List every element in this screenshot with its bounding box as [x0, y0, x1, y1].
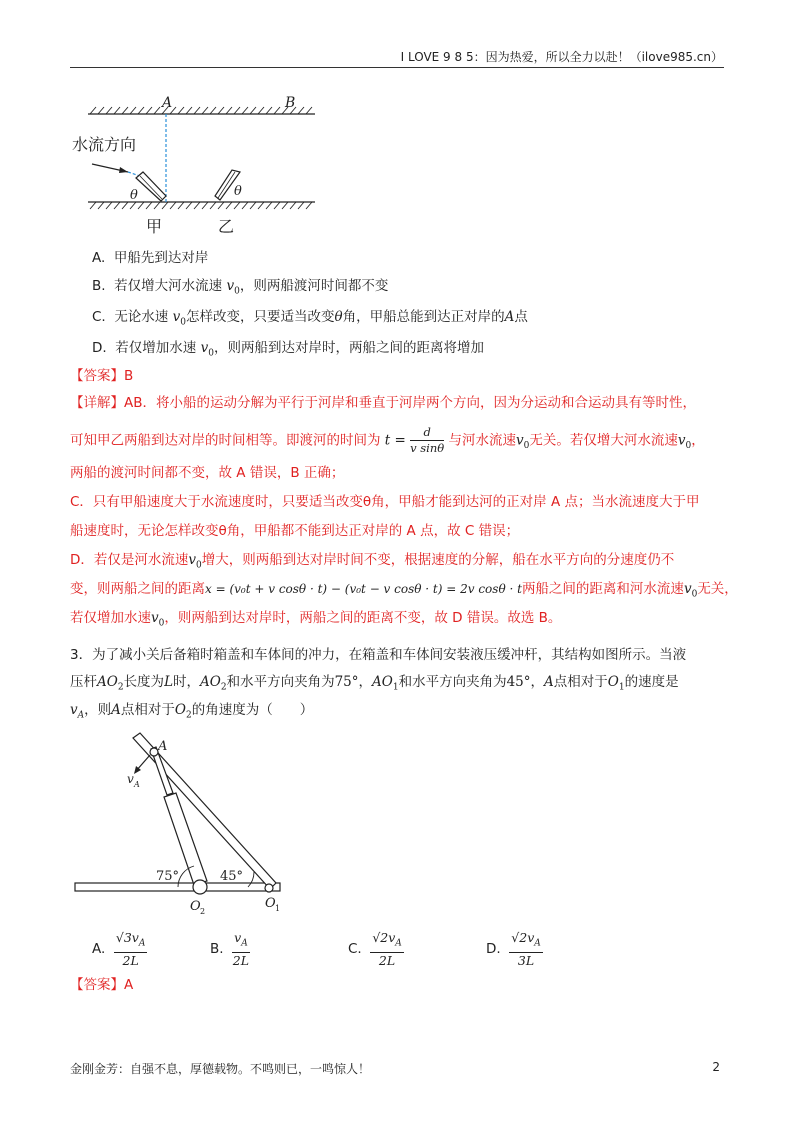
strut-figure [70, 725, 310, 920]
label-A: A [162, 95, 173, 111]
svg-text:A: A [134, 780, 140, 789]
theta-1: θ [130, 188, 138, 203]
flow-direction-label: 水流方向 [72, 135, 137, 154]
label-B: B [285, 95, 296, 111]
q2-detail-line-5: 船速度时，无论怎样改变θ角，甲船都不能到达正对岸的 A 点，故 C 错误； [70, 523, 520, 539]
boat-jia-label: 甲 [146, 217, 163, 236]
q2-option-a[interactable]: A. 甲船先到达对岸 [92, 250, 209, 266]
angle-45: 45° [220, 869, 244, 884]
q3-stem-line-3: $v_A$，则A点相对于$O_2$的角速度为（ ） [70, 702, 314, 721]
svg-text:1: 1 [275, 904, 281, 913]
q3-option-c[interactable]: C. $\frac{√2v_A}{2L}$ [348, 930, 402, 968]
q2-option-b[interactable]: B. 若仅增大河水流速 $v_0$，则两船渡河时间都不变 [92, 278, 389, 297]
q3-stem-line-1: 3．为了减小关后备箱时箱盖和车体间的冲力，在箱盖和车体间安装液压缓冲杆，其结构如图所示。当液 [70, 647, 687, 663]
label-O1: O [265, 896, 276, 911]
page-number: 2 [712, 1060, 720, 1074]
page-header: I LOVE 9 8 5：因为热爱，所以全力以赴！（ilove985.cn） [400, 50, 723, 64]
theta-2: θ [234, 184, 242, 199]
q3-option-d[interactable]: D. $\frac{√2v_A}{3L}$ [486, 930, 541, 968]
label-O2: O [190, 899, 201, 914]
q3-answer: 【答案】A [70, 977, 134, 993]
boat-yi-label: 乙 [218, 217, 235, 236]
q2-option-c[interactable]: C. 无论水速 $v_0$怎样改变，只要适当改变θ角，甲船总能到达正对岸的A点 [92, 309, 528, 328]
q2-detail-line-4: C．只有甲船速度大于水流速度时，只要适当改变θ角，甲船才能到达河的正对岸 A 点；当水流速度大于甲 [70, 494, 700, 510]
q3-option-a[interactable]: A. $\frac{√3v_A}{2L}$ [92, 930, 146, 968]
angle-75: 75° [156, 869, 180, 884]
label-vA: v [127, 772, 134, 786]
q2-option-d[interactable]: D. 若仅增加水速 $v_0$，则两船到达对岸时，两船之间的距离将增加 [92, 340, 484, 359]
q2-detail-line-6: D．若仅是河水流速$v_0$增大，则两船到达对岸时间不变，根据速度的分解，船在水平方向的分速度仍不 [70, 552, 675, 571]
q2-detail-line-8: 若仅增加水速$v_0$，则两船到达对岸时，两船之间的距离不变，故 D 错误。故选 B。 [70, 610, 562, 629]
river-figure [70, 92, 330, 237]
q3-option-b[interactable]: B. $\frac{v_A}{2L}$ [210, 930, 250, 968]
footer-motto: 金刚金芳：自强不息，厚德载物。不鸣则已，一鸣惊人！ [70, 1062, 371, 1076]
label-A-fig2: A [158, 739, 168, 754]
time-fraction: $\frac{d}{\text{v sinθ}}$ [410, 425, 445, 455]
header-rule [70, 67, 724, 68]
q2-answer: 【答案】B [70, 368, 134, 384]
svg-text:2: 2 [200, 907, 206, 916]
q2-detail-line-2: 可知甲乙两船到达对岸的时间相等。即渡河的时间为 t = $\frac{d}{\text{v sinθ}}$ 与河水流速$v_0$无关。若仅增大河水流速$v_0$， [70, 425, 705, 455]
q2-detail-line-7: 变，则两船之间的距离x = (v₀t + v cosθ · t) − (v₀t − v cosθ · t) = 2v cosθ · t两船之间的距离和河水流速$v_0$无关， [70, 581, 738, 600]
q2-detail-line-1: 【详解】AB．将小船的运动分解为平行于河岸和垂直于河岸两个方向，因为分运动和合运动具有等时性， [70, 395, 696, 411]
q2-detail-line-3: 两船的渡河时间都不变，故 A 错误，B 正确； [70, 465, 345, 481]
q3-stem-line-2: 压杆$AO_2$长度为L时，$AO_2$和水平方向夹角为75°，$AO_1$和水平方向夹角为45°，A点相对于$O_1$的速度是 [70, 674, 679, 693]
